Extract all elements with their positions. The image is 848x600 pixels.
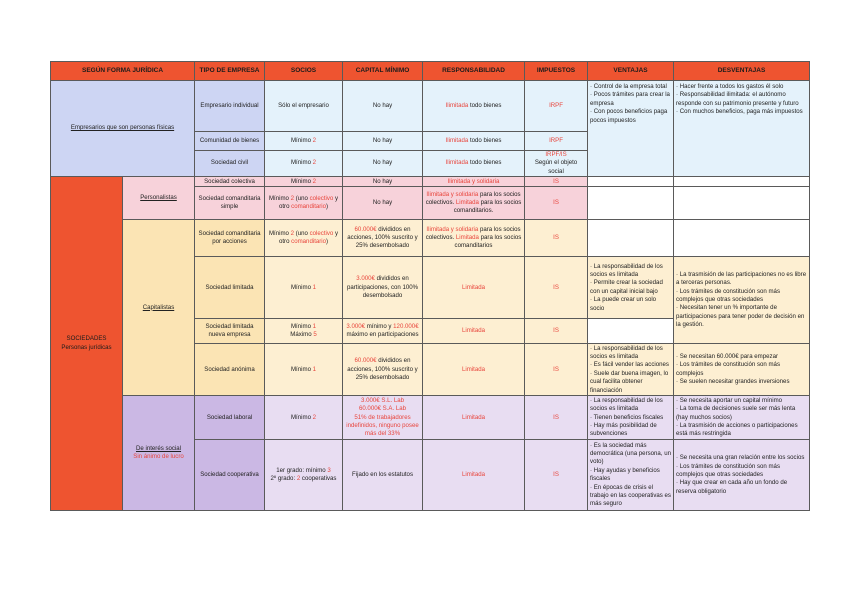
- responsabilidad-cell: Ilimitada todo bienes: [423, 151, 525, 177]
- socios-cell: Mínimo 2: [265, 132, 343, 151]
- tipo-cell: Sociedad laboral: [195, 396, 265, 440]
- tipo-cell: Sociedad limitada nueva empresa: [195, 319, 265, 344]
- responsabilidad-cell: Limitada: [423, 396, 525, 440]
- header-row: [51, 62, 810, 81]
- desventajas-cell: · La trasmisión de las participaciones no es libre a terceras personas. · Los trámites de constitución son más complejos que otras sociedades · Necesitan tener un % importante de participaciones para tener poder de decisión en la gestión.: [674, 257, 810, 344]
- tipo-cell: Sociedad anónima: [195, 344, 265, 396]
- ventajas-cell: [588, 220, 674, 257]
- capital-cell: Fijado en los estatutos: [343, 440, 423, 511]
- header-socios: SOCIOS: [265, 62, 343, 81]
- capital-cell: 3.000€ S.L. Lab 60.000€ S.A. Lab 51% de trabajadores indefinidos, ninguno posee más del 33%: [343, 396, 423, 440]
- responsabilidad-cell: Ilimitada todo bienes: [423, 132, 525, 151]
- group-sociedades: SOCIEDADES Personas jurídicas: [51, 177, 123, 511]
- ventajas-cell: [588, 187, 674, 220]
- desventajas-cell: · Hacer frente a todos los gastos él solo · Responsabilidad ilimitada: el autónomo responde con su patrimonio presente y futuro · Con muchos beneficios, paga más impuestos: [674, 81, 810, 177]
- responsabilidad-cell: Limitada: [423, 344, 525, 396]
- impuestos-cell: IS: [525, 220, 588, 257]
- desventajas-cell: · Se necesita una gran relación entre los socios · Los trámites de constitución son más complejos que otras sociedades · Hay que crear en cada año un fondo de reserva obligatorio: [674, 440, 810, 511]
- ventajas-cell: · Es la sociedad más democrática (una persona, un voto) · Hay ayudas y beneficios fiscales · En épocas de crisis el trabajo en las cooperativas es más seguro: [588, 440, 674, 511]
- header-desventajas: DESVENTAJAS: [674, 62, 810, 81]
- group-interes-social: De interés social Sin ánimo de lucro: [123, 396, 195, 511]
- tipo-cell: Empresario individual: [195, 81, 265, 132]
- capital-cell: No hay: [343, 151, 423, 177]
- header-forma-juridica: SEGÚN FORMA JURÍDICA: [51, 62, 195, 81]
- impuestos-cell: IS: [525, 440, 588, 511]
- tipo-cell: Sociedad comanditaria por acciones: [195, 220, 265, 257]
- table-row: [51, 177, 810, 187]
- group-personas-fisicas: Empresarios que son personas físicas: [51, 81, 195, 177]
- responsabilidad-cell: Ilimitada todo bienes: [423, 81, 525, 132]
- socios-cell: Sólo el empresario: [265, 81, 343, 132]
- desventajas-cell: [674, 177, 810, 187]
- header-capital-minimo: CAPITAL MÍNIMO: [343, 62, 423, 81]
- capital-cell: No hay: [343, 187, 423, 220]
- capital-cell: 3.000€ divididos en participaciones, con 100% desembolsado: [343, 257, 423, 319]
- tipo-cell: Sociedad limitada: [195, 257, 265, 319]
- tipo-cell: Sociedad cooperativa: [195, 440, 265, 511]
- header-impuestos: IMPUESTOS: [525, 62, 588, 81]
- ventajas-cell: · Control de la empresa total · Pocos trámites para crear la empresa · Con pocos beneficios paga pocos impuestos: [588, 81, 674, 177]
- socios-cell: Mínimo 1 Máximo 5: [265, 319, 343, 344]
- impuestos-cell: IRPF: [525, 81, 588, 132]
- desventajas-cell: · Se necesita aportar un capital mínimo · La toma de decisiones suele ser más lenta (hay muchos socios) · La trasmisión de acciones o participaciones está más restringida: [674, 396, 810, 440]
- capital-cell: No hay: [343, 177, 423, 187]
- header-tipo-empresa: TIPO DE EMPRESA: [195, 62, 265, 81]
- impuestos-cell: IS: [525, 257, 588, 319]
- capital-cell: 60.000€ divididos en acciones, 100% suscrito y 25% desembolsado: [343, 344, 423, 396]
- legal-forms-table: [50, 61, 810, 511]
- responsabilidad-cell: Ilimitada y solidaria: [423, 177, 525, 187]
- socios-cell: Mínimo 2: [265, 396, 343, 440]
- socios-cell: Mínimo 2 (uno colectivo y otro comanditario): [265, 187, 343, 220]
- responsabilidad-cell: Limitada: [423, 257, 525, 319]
- desventajas-cell: · Se necesitan 60.000€ para empezar · Los trámites de constitución son más complejos · Se suelen necesitar grandes inversiones: [674, 344, 810, 396]
- header-ventajas: VENTAJAS: [588, 62, 674, 81]
- ventajas-cell: [588, 319, 674, 344]
- responsabilidad-cell: Limitada: [423, 440, 525, 511]
- desventajas-cell: [674, 220, 810, 257]
- tipo-cell: Comunidad de bienes: [195, 132, 265, 151]
- impuestos-cell: IS: [525, 177, 588, 187]
- capital-cell: No hay: [343, 81, 423, 132]
- socios-cell: Mínimo 1: [265, 344, 343, 396]
- socios-cell: Mínimo 1: [265, 257, 343, 319]
- table-row: [51, 81, 810, 132]
- ventajas-cell: · La responsabilidad de los socios es limitada · Permite crear la sociedad con un capital inicial bajo · La puede crear un solo socio: [588, 257, 674, 319]
- capital-cell: 3.000€ mínimo y 120.000€ máximo en participaciones: [343, 319, 423, 344]
- impuestos-cell: IS: [525, 396, 588, 440]
- tipo-cell: Sociedad colectiva: [195, 177, 265, 187]
- impuestos-cell: IRPF/IS Según el objeto social: [525, 151, 588, 177]
- socios-cell: Mínimo 2: [265, 151, 343, 177]
- ventajas-cell: · La responsabilidad de los socios es limitada · Es fácil vender las acciones · Suele dar buena imagen, lo cual facilita obtener financiación: [588, 344, 674, 396]
- tipo-cell: Sociedad comanditaria simple: [195, 187, 265, 220]
- ventajas-cell: · La responsabilidad de los socios es limitada · Tienen beneficios fiscales · Hay más posibilidad de subvenciones: [588, 396, 674, 440]
- table-row: [51, 220, 810, 257]
- impuestos-cell: IS: [525, 344, 588, 396]
- table-row: [51, 396, 810, 440]
- responsabilidad-cell: Ilimitada y solidaria para los socios colectivos. Limitada para los socios comanditarios: [423, 220, 525, 257]
- tipo-cell: Sociedad civil: [195, 151, 265, 177]
- socios-cell: 1er grado: mínimo 3 2º grado: 2 cooperativas: [265, 440, 343, 511]
- socios-cell: Mínimo 2 (uno colectivo y otro comanditario): [265, 220, 343, 257]
- responsabilidad-cell: Limitada: [423, 319, 525, 344]
- forms-table-container: [50, 61, 809, 512]
- group-capitalistas: Capitalistas: [123, 220, 195, 396]
- capital-cell: No hay: [343, 132, 423, 151]
- header-responsabilidad: RESPONSABILIDAD: [423, 62, 525, 81]
- capital-cell: 60.000€ divididos en acciones, 100% suscrito y 25% desembolsado: [343, 220, 423, 257]
- impuestos-cell: IRPF: [525, 132, 588, 151]
- ventajas-cell: [588, 177, 674, 187]
- impuestos-cell: IS: [525, 319, 588, 344]
- group-personalistas: Personalistas: [123, 177, 195, 220]
- desventajas-cell: [674, 187, 810, 220]
- socios-cell: Mínimo 2: [265, 177, 343, 187]
- responsabilidad-cell: Ilimitada y solidaria para los socios colectivos. Limitada para los socios comanditarios.: [423, 187, 525, 220]
- impuestos-cell: IS: [525, 187, 588, 220]
